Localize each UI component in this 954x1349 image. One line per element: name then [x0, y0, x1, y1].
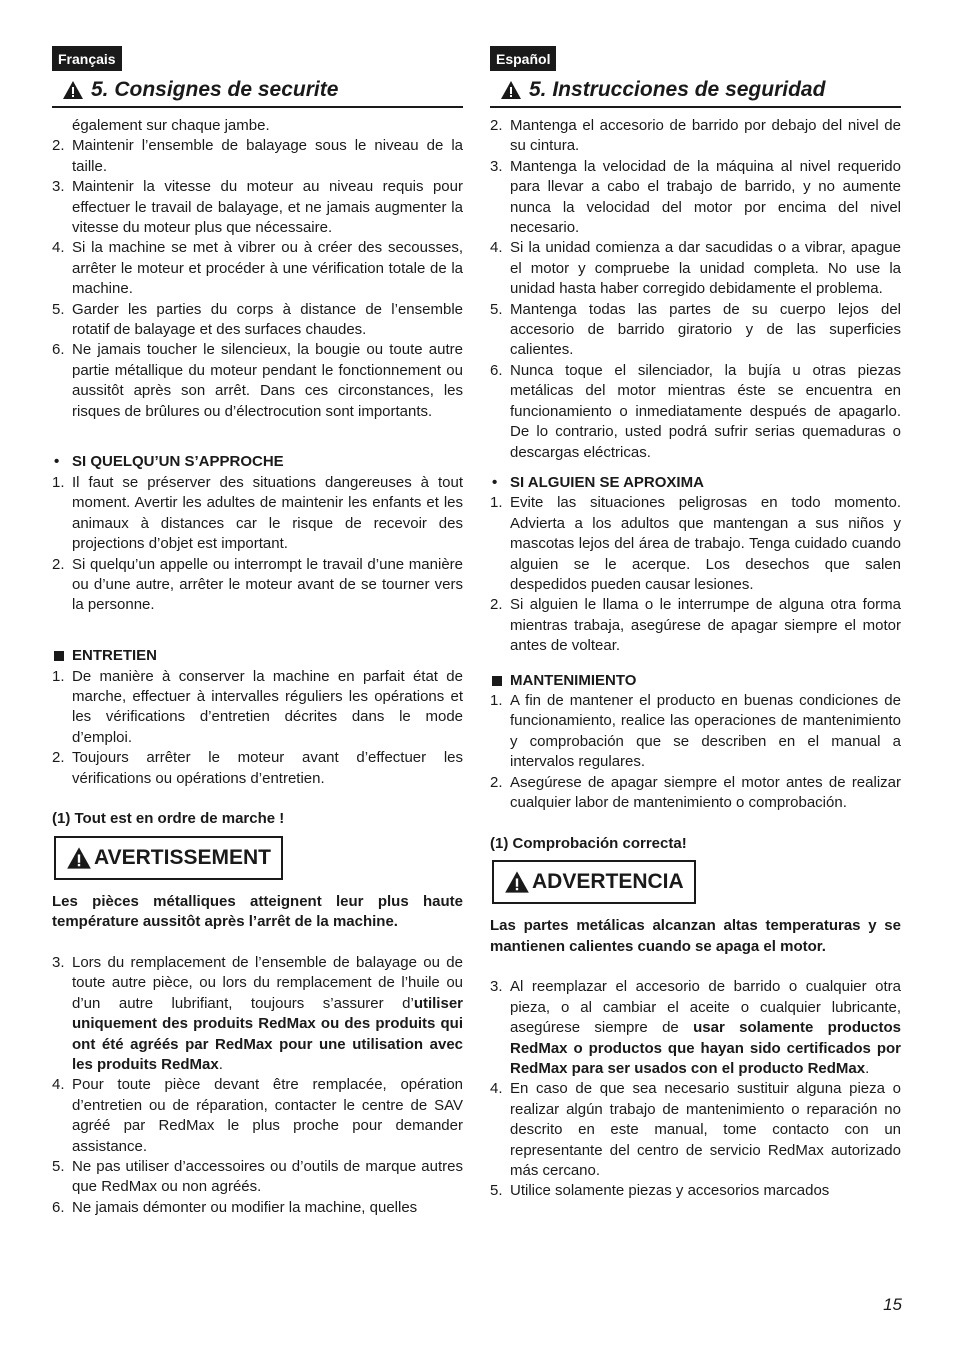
- sub-heading: (1) Tout est en ordre de marche !: [52, 810, 285, 828]
- warning-box: [54, 836, 283, 880]
- section-title: [490, 75, 901, 108]
- item-text: Evite las situaciones peligrosas en todo momento. Advierta a los adultos que mantengan a sus niños y mascotas lejos del área de trabajo. Tenga cuidado cuando alguien se le acerque. Los desechos que salen despedidos pueden causar lesiones.: [510, 494, 901, 593]
- list-item: [52, 473, 463, 555]
- item-text: Maintenir la vitesse du moteur au niveau requis pour effectuer le travail de balayage, et ne jamais augmenter la vitesse du moteur plus que nécessaire.: [72, 178, 463, 237]
- item-number: 4.: [52, 239, 65, 257]
- page-number: 15: [883, 1295, 902, 1314]
- item-text: Al reemplazar el accesorio de barrido o cualquier otra pieza, o al cambiar el aceite o cualquier lubricante, asegúrese siempre de: [510, 978, 901, 1037]
- list-item: [52, 1075, 463, 1157]
- list-item: [52, 136, 463, 177]
- item-text: De manière à conserver la machine en parfait état de marche, effectuer à intervalles réguliers les opérations et les vérifications d’entretien décrites dans le mode d’emploi.: [72, 667, 463, 746]
- section-title-text: 5. Instrucciones de seguridad: [529, 78, 826, 101]
- list-item: [52, 238, 463, 299]
- item-number: 5.: [52, 300, 65, 318]
- item-text-bold: utiliser uniquement des produits RedMax ou des produits qui ont été agréés par RedMax pour une utilisation avec les produits RedMax: [72, 994, 463, 1073]
- item-number: 1.: [490, 494, 503, 512]
- list-item: [490, 1079, 901, 1181]
- item-text: A fin de mantener el producto en buenas condiciones de funcionamiento, realice las operaciones de mantenimiento y comprobación que se describen en el manual a intervalos regulares.: [510, 691, 901, 771]
- item-number: 5.: [490, 300, 503, 318]
- item-text: Toujours arrêter le moteur avant d’effectuer les vérifications ou opérations d’entretien.: [72, 749, 463, 787]
- item-number: 2.: [490, 117, 503, 134]
- item-number: 2.: [490, 596, 503, 614]
- item-text: Maintenir l’ensemble de balayage sous le niveau de la taille.: [72, 137, 463, 175]
- list-item: [52, 667, 463, 749]
- square-bullet-icon: [492, 676, 502, 686]
- list-item: [52, 555, 463, 616]
- list-item: [490, 361, 901, 463]
- item-number: 1.: [52, 667, 65, 685]
- continued-text: également sur chaque jambe.: [72, 117, 270, 134]
- bullet-icon: •: [54, 453, 60, 471]
- item-text: Ne jamais démonter ou modifier la machine, quelles: [72, 1198, 418, 1216]
- sub-heading: (1) Comprobación correcta!: [490, 834, 687, 852]
- warning-text: Las partes metálicas alcanzan altas temperaturas y se mantienen calientes cuando se apaga el motor.: [490, 917, 901, 955]
- heading-text: SI ALGUIEN SE APROXIMA: [510, 473, 704, 491]
- language-tag: Español: [490, 46, 556, 71]
- warning-icon: [66, 846, 92, 870]
- french-column: [52, 46, 463, 1218]
- approach-heading: [490, 473, 901, 493]
- list-item: [490, 595, 901, 656]
- item-number: 2.: [52, 555, 65, 573]
- list-item: [490, 977, 901, 1079]
- item-text: Si la unidad comienza a dar sacudidas o a vibrar, apague el motor y compruebe la unidad completa. No use la unidad hasta haber corregido debidamente el problema.: [510, 239, 901, 298]
- safety-list: [52, 136, 463, 422]
- item-text: Si quelqu’un appelle ou interrompt le travail d’une manière ou d’une autre, arrêter le moteur avant de se tourner vers la personne.: [72, 555, 463, 614]
- warning-label: AVERTISSEMENT: [94, 845, 271, 869]
- list-item: [490, 238, 901, 299]
- item-number: 3.: [490, 157, 503, 175]
- item-number: 4.: [490, 1080, 503, 1098]
- list-item: [490, 773, 901, 814]
- heading-text: SI QUELQU’UN S’APPROCHE: [72, 453, 284, 471]
- list-item: [490, 300, 901, 361]
- item-text-end: .: [218, 1056, 223, 1073]
- item-number: 1.: [52, 473, 65, 491]
- list-item: [52, 340, 463, 422]
- item-number: 3.: [52, 953, 65, 971]
- item-number: 1.: [490, 691, 503, 709]
- warning-icon: [62, 80, 84, 100]
- item-text: Asegúrese de apagar siempre el motor antes de realizar cualquier labor de mantenimiento o comprobación.: [510, 773, 901, 811]
- item-text: En caso de que sea necesario sustituir alguna pieza o realizar algún trabajo de mantenimiento o reparación no descrito en este manual, tome contacto con un representante del centro de servicio RedMax autorizado más cercano.: [510, 1080, 901, 1180]
- item-text: Si alguien le llama o le interrumpe de alguna otra forma mientras trabaja, asegúrese de apagar siempre el motor antes de voltear.: [510, 596, 901, 655]
- spanish-column: [490, 46, 901, 1202]
- list-item: [52, 300, 463, 341]
- warning-text: Les pièces métalliques atteignent leur plus haute température aussitôt après l’arrêt de la machine.: [52, 892, 463, 931]
- approach-heading: [52, 452, 463, 472]
- item-text: Ne pas utiliser d’accessoires ou d’outils de marque autres que RedMax ou non agréés.: [72, 1158, 463, 1196]
- maintenance-heading: [52, 646, 463, 666]
- square-bullet-icon: [54, 651, 64, 661]
- item-text-end: .: [865, 1060, 870, 1078]
- item-number: 3.: [52, 178, 65, 196]
- item-number: 6.: [52, 1198, 65, 1216]
- section-title: [52, 75, 463, 108]
- warning-box: [492, 860, 696, 904]
- item-text-bold: usar solamente productos RedMax o productos que hayan sido certificados por RedMax para ser usados con el producto RedMax: [510, 1019, 901, 1078]
- list-item: [52, 748, 463, 789]
- item-text: Nunca toque el silenciador, la bujía u otras piezas metálicas del motor mientras éste se encuentra en funcionamiento o inmediatamente después de apagarlo. De lo contrario, usted podrá sufrir serias quemaduras o descargas eléctricas.: [510, 361, 901, 461]
- item-text: Ne jamais toucher le silencieux, la bougie ou toute autre partie métallique du moteur pendant le fonctionnement ou aussitôt après son arrêt. Dans ces circonstances, les risques de brûlures ou d’électrocution sont importants.: [72, 341, 463, 420]
- heading-text: MANTENIMIENTO: [510, 671, 637, 689]
- warning-icon: [500, 80, 522, 100]
- warning-label: ADVERTENCIA: [532, 870, 684, 893]
- list-item: [490, 691, 901, 773]
- list-item: [52, 953, 463, 1075]
- item-number: 5.: [490, 1182, 503, 1200]
- item-text: Utilice solamente piezas y accesorios marcados: [510, 1182, 830, 1200]
- item-number: 2.: [52, 137, 65, 155]
- item-text: Mantenga el accesorio de barrido por debajo del nivel de su cintura.: [510, 117, 901, 155]
- safety-list: [490, 116, 901, 463]
- list-item: [490, 1181, 901, 1201]
- item-number: 2.: [52, 749, 65, 767]
- item-number: 2.: [490, 773, 503, 791]
- item-number: 5.: [52, 1158, 65, 1176]
- warning-icon: [504, 870, 530, 894]
- language-tag: Français: [52, 46, 122, 71]
- item-number: 6.: [490, 361, 503, 379]
- item-number: 6.: [52, 341, 65, 359]
- list-item: [52, 1198, 463, 1218]
- section-title-text: 5. Consignes de securite: [91, 78, 339, 101]
- item-number: 4.: [52, 1076, 65, 1094]
- item-text: Pour toute pièce devant être remplacée, opération d’entretien ou de réparation, contacter le centre de SAV agréé par RedMax le plus proche pour demander assistance.: [72, 1076, 463, 1155]
- item-text: Mantenga la velocidad de la máquina al nivel requerido para llevar a cabo el trabajo de barrido, y no aumente nunca la velocidad del motor por encima del nivel necesario.: [510, 157, 901, 237]
- item-text: Garder les parties du corps à distance de l’ensemble rotatif de balayage et des surfaces chaudes.: [72, 300, 463, 339]
- bullet-icon: •: [492, 473, 498, 491]
- item-number: 4.: [490, 239, 503, 257]
- item-text: Il faut se préserver des situations dangereuses à tout moment. Avertir les adultes de maintenir les enfants et les animaux à distances car le risque de recevoir des projections d’objet est important.: [72, 473, 463, 553]
- list-item: [52, 177, 463, 238]
- maintenance-heading: [490, 671, 901, 691]
- item-text: Lors du remplacement de l’ensemble de balayage ou de toute autre pièce, ou lors du remplacement de l’huile ou d’un autre lubrifiant, toujours s’assurer d’: [72, 953, 463, 1012]
- item-text: Mantenga todas las partes de su cuerpo lejos del accesorio de barrido giratorio y de las superficies calientes.: [510, 300, 901, 359]
- list-item: [490, 493, 901, 595]
- list-item: [490, 157, 901, 239]
- item-number: 3.: [490, 978, 503, 996]
- list-item: [52, 1157, 463, 1198]
- list-item: [490, 116, 901, 157]
- heading-text: ENTRETIEN: [72, 647, 158, 665]
- item-text: Si la machine se met à vibrer ou à créer des secousses, arrêter le moteur et procéder à une vérification totale de la machine.: [72, 239, 463, 298]
